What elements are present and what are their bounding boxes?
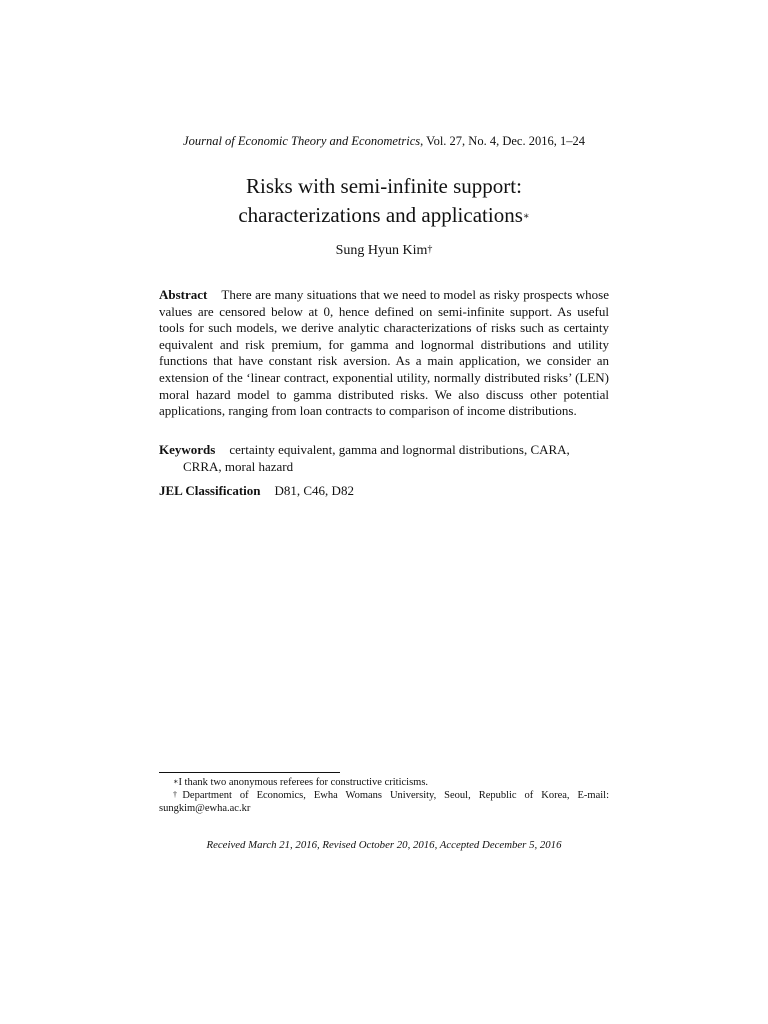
keywords xyxy=(159,442,609,475)
footnote-item xyxy=(159,789,609,815)
paper-title xyxy=(0,172,768,230)
title-line-2: characterizations and applications∗ xyxy=(238,203,530,227)
footnotes xyxy=(159,776,609,816)
journal-name: Journal of Economic Theory and Econometrics xyxy=(183,134,421,148)
keywords-label: Keywords xyxy=(159,442,216,457)
author-name: Sung Hyun Kim xyxy=(335,243,428,258)
jel-label: JEL Classification xyxy=(159,483,261,498)
keywords-line-2: CRRA, moral hazard xyxy=(183,458,294,474)
footnote-item xyxy=(159,776,609,789)
abstract-label: Abstract xyxy=(159,287,208,302)
abstract xyxy=(159,287,609,420)
abstract-text: There are many situations that we need to model as risky prospects whose values are censored below at 0, hence defined on semi-infinite support. As useful tools for such models, we derive analytic characterizations of risks such as certainty equivalent and risk premium, for gamma and lognormal distributions and utility functions that have constant risk aversion. As a main application, we consider an extension of the ‘linear contract, exponential utility, normally distributed risks’ (LEN) moral hazard model to gamma distributed risks. We also discuss other potential applications, ranging from loan contracts to comparison of income distributions. xyxy=(159,287,609,419)
footnote-text: Department of Economics, Ewha Womans University, Seoul, Republic of Korea, E-mail: sungkim@ewha.ac.kr xyxy=(159,790,609,815)
jel-codes: D81, C46, D82 xyxy=(274,483,354,498)
title-line-1: Risks with semi-infinite support: xyxy=(246,174,522,198)
author-line xyxy=(0,243,768,259)
footnote-divider xyxy=(159,772,340,773)
journal-citation xyxy=(0,134,768,149)
jel-classification xyxy=(159,483,609,500)
author-footnote-mark: † xyxy=(427,244,433,255)
title-footnote-mark: ∗ xyxy=(522,211,530,222)
footnote-text: I thank two anonymous referees for constructive criticisms. xyxy=(178,777,429,788)
footnote-mark: † xyxy=(173,790,183,800)
footnote-mark: ∗ xyxy=(173,777,179,786)
keywords-line-1: certainty equivalent, gamma and lognormal distributions, CARA, xyxy=(229,442,570,457)
received-dates: Received March 21, 2016, Revised October 20, 2016, Accepted December 5, 2016 xyxy=(206,839,562,851)
volume-info: , Vol. 27, No. 4, Dec. 2016, 1–24 xyxy=(420,134,585,148)
